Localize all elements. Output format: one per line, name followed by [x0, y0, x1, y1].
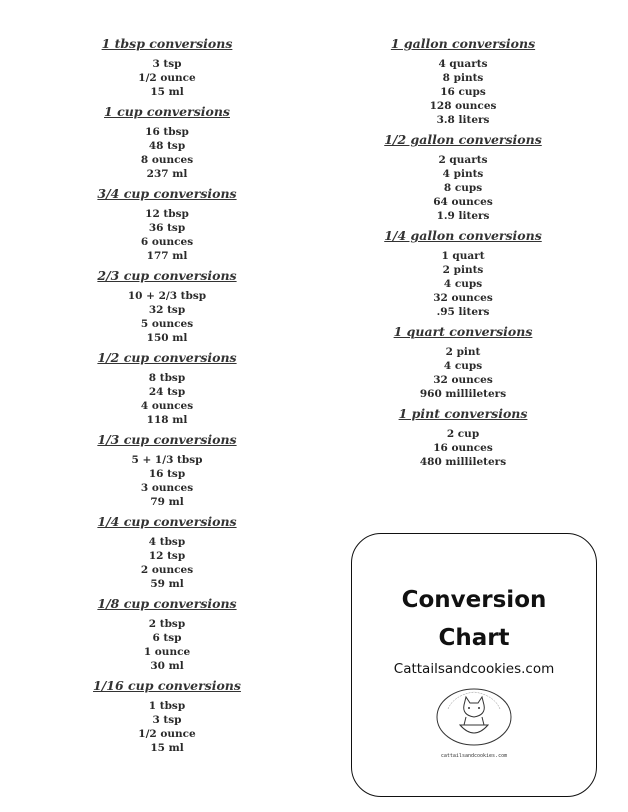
conversion-item: 16 tbsp — [145, 126, 189, 138]
conversion-item: 32 ounces — [433, 374, 493, 386]
section-title: 1/16 cup conversions — [93, 678, 241, 693]
conversion-section — [47, 104, 287, 181]
conversion-item: 15 ml — [150, 742, 184, 754]
section-title: 1/2 gallon conversions — [384, 132, 542, 147]
conversion-section — [47, 186, 287, 263]
section-title: 1 pint conversions — [398, 406, 528, 421]
section-title: 1 cup conversions — [104, 104, 230, 119]
right-column — [343, 36, 583, 474]
conversion-item: 36 tsp — [148, 222, 186, 234]
conversion-item: 5 ounces — [140, 318, 194, 330]
conversion-item: 8 ounces — [140, 154, 194, 166]
conversion-item: 8 tbsp — [148, 372, 186, 384]
conversion-item: 6 tsp — [152, 632, 182, 644]
conversion-item: 118 ml — [146, 414, 188, 426]
conversion-item: 1/2 ounce — [138, 72, 196, 84]
conversion-item: 2 quarts — [438, 154, 488, 166]
conversion-item: 79 ml — [150, 496, 184, 508]
logo-url: cattailsandcookies.com — [440, 753, 508, 759]
conversion-item: 5 + 1/3 tbsp — [131, 454, 203, 466]
conversion-item: 1 ounce — [143, 646, 191, 658]
conversion-item: 8 cups — [443, 182, 483, 194]
conversion-item: 480 millileters — [419, 456, 507, 468]
conversion-list — [47, 453, 287, 509]
conversion-list — [47, 125, 287, 181]
conversion-item: 4 tbsp — [148, 536, 186, 548]
conversion-item: 4 cups — [443, 360, 483, 372]
conversion-item: .95 liters — [436, 306, 490, 318]
conversion-section — [47, 432, 287, 509]
conversion-list — [47, 617, 287, 673]
conversion-item: 4 ounces — [140, 400, 194, 412]
conversion-chart-card — [351, 533, 597, 797]
conversion-list — [47, 207, 287, 263]
conversion-item: 32 ounces — [433, 292, 493, 304]
card-title-line2: Chart — [438, 625, 510, 651]
section-title: 1/3 cup conversions — [97, 432, 237, 447]
conversion-section — [343, 36, 583, 127]
conversion-item: 4 quarts — [438, 58, 488, 70]
conversion-item: 128 ounces — [429, 100, 497, 112]
conversion-section — [47, 678, 287, 755]
conversion-list — [343, 427, 583, 469]
conversion-section — [47, 268, 287, 345]
conversion-section — [47, 36, 287, 99]
conversion-item: 1/2 ounce — [138, 728, 196, 740]
conversion-section — [47, 514, 287, 591]
conversion-item: 2 pint — [445, 346, 481, 358]
section-title: 1 quart conversions — [393, 324, 533, 339]
section-title: 1/2 cup conversions — [97, 350, 237, 365]
conversion-list — [343, 57, 583, 127]
conversion-item: 15 ml — [150, 86, 184, 98]
conversion-item: 1 tbsp — [148, 700, 186, 712]
conversion-section — [343, 406, 583, 469]
conversion-item: 10 + 2/3 tbsp — [127, 290, 207, 302]
section-title: 1 tbsp conversions — [101, 36, 233, 51]
conversion-item: 1.9 liters — [436, 210, 490, 222]
conversion-item: 6 ounces — [140, 236, 194, 248]
conversion-item: 24 tsp — [148, 386, 186, 398]
section-title: 1 gallon conversions — [390, 36, 536, 51]
section-title: 3/4 cup conversions — [97, 186, 237, 201]
conversion-item: 150 ml — [146, 332, 188, 344]
conversion-item: 4 cups — [443, 278, 483, 290]
conversion-list — [343, 345, 583, 401]
conversion-item: 2 cup — [446, 428, 480, 440]
left-column — [47, 36, 287, 760]
conversion-item: 237 ml — [146, 168, 188, 180]
conversion-item: 177 ml — [146, 250, 188, 262]
conversion-item: 32 tsp — [148, 304, 186, 316]
section-title: 1/4 cup conversions — [97, 514, 237, 529]
conversion-item: 1 quart — [441, 250, 485, 262]
conversion-item: 3 tsp — [152, 58, 182, 70]
card-site: Cattailsandcookies.com — [393, 661, 555, 677]
card-title-line1: Conversion — [401, 587, 547, 613]
conversion-section — [47, 596, 287, 673]
conversion-item: 16 tsp — [148, 468, 186, 480]
conversion-list — [47, 699, 287, 755]
conversion-section — [343, 132, 583, 223]
conversion-item: 48 tsp — [148, 140, 186, 152]
conversion-item: 3 ounces — [140, 482, 194, 494]
conversion-item: 12 tsp — [148, 550, 186, 562]
conversion-item: 2 pints — [442, 264, 484, 276]
conversion-list — [47, 289, 287, 345]
section-title: 2/3 cup conversions — [97, 268, 237, 283]
conversion-item: 64 ounces — [433, 196, 493, 208]
conversion-list — [47, 535, 287, 591]
conversion-item: 8 pints — [442, 72, 484, 84]
cat-tails-logo — [434, 687, 514, 759]
section-title: 1/4 gallon conversions — [384, 228, 542, 243]
conversion-item: 59 ml — [150, 578, 184, 590]
conversion-item: 3.8 liters — [436, 114, 490, 126]
conversion-item: 4 pints — [442, 168, 484, 180]
cat-logo-icon — [434, 687, 514, 747]
conversion-item: 12 tbsp — [145, 208, 189, 220]
section-title: 1/8 cup conversions — [97, 596, 237, 611]
conversion-list — [343, 249, 583, 319]
conversion-item: 960 millileters — [419, 388, 507, 400]
conversion-list — [47, 57, 287, 99]
conversion-section — [47, 350, 287, 427]
conversion-item: 16 ounces — [433, 442, 493, 454]
conversion-item: 16 cups — [440, 86, 486, 98]
conversion-section — [343, 324, 583, 401]
conversion-list — [47, 371, 287, 427]
conversion-item: 2 ounces — [140, 564, 194, 576]
conversion-list — [343, 153, 583, 223]
conversion-item: 2 tbsp — [148, 618, 186, 630]
conversion-item: 3 tsp — [152, 714, 182, 726]
conversion-section — [343, 228, 583, 319]
conversion-item: 30 ml — [150, 660, 184, 672]
